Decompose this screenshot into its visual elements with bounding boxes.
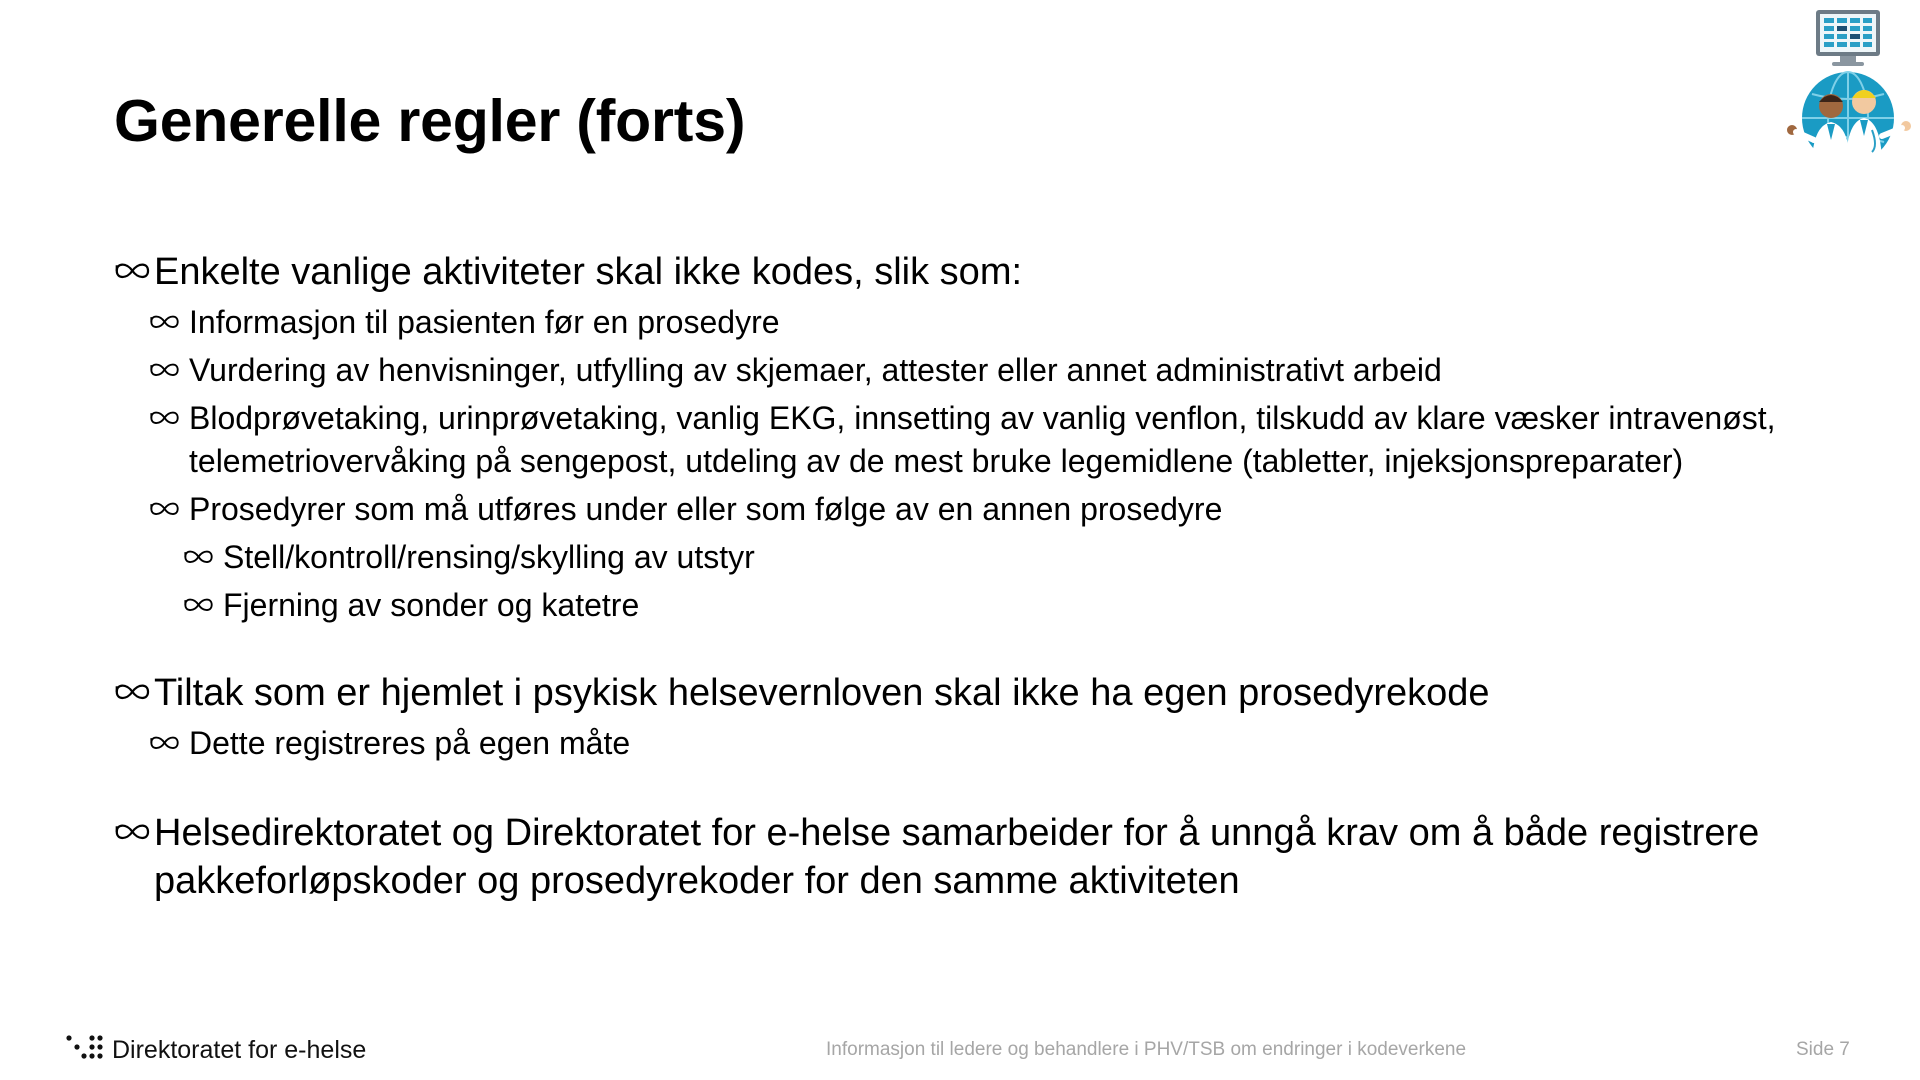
sub-bullet-item: [149, 397, 1814, 483]
doctors-globe-monitor-icon: [1778, 6, 1918, 170]
sub-bullet-item: [149, 488, 1814, 531]
slide-body: [114, 248, 1814, 905]
infinity-bullet-icon: [114, 819, 151, 845]
infinity-bullet-icon: [149, 407, 180, 429]
bullet-text: Enkelte vanlige aktiviteter skal ikke kodes, slik som:: [154, 251, 1023, 293]
slide-title: Generelle regler (forts): [114, 88, 746, 154]
sub-sub-bullet-text: Fjerning av sonder og katetre: [223, 587, 640, 623]
sub-bullet-text: Blodprøvetaking, urinprøvetaking, vanlig EKG, innsetting av vanlig venflon, tilskudd av klare væsker intravenøst, telemetriovervåking på sengepost, utdeling av de mest bruke legemidlene (tabletter, injeksjonspreparater): [189, 400, 1776, 479]
infinity-bullet-icon: [114, 679, 151, 705]
sub-bullet-text: Vurdering av henvisninger, utfylling av skjemaer, attester eller annet administrativt arbeid: [189, 352, 1442, 388]
infinity-bullet-icon: [149, 732, 180, 754]
organization-name: Direktoratet for e-helse: [112, 1036, 367, 1064]
infinity-bullet-icon: [183, 546, 214, 568]
infinity-bullet-icon: [183, 594, 214, 616]
sub-bullet-item: [149, 301, 1814, 344]
bullet-text: Tiltak som er hjemlet i psykisk helsevernloven skal ikke ha egen prosedyrekode: [154, 672, 1490, 714]
infinity-bullet-icon: [149, 359, 180, 381]
sub-bullet-item: [149, 722, 1814, 765]
sub-bullet-item: [149, 349, 1814, 392]
footer-description: Informasjon til ledere og behandlere i PHV/TSB om endringer i kodeverkene: [826, 1039, 1467, 1060]
sub-sub-bullet-item: [183, 584, 1814, 627]
dot-grid-logo-icon: [66, 1034, 104, 1067]
sub-sub-bullet-item: [183, 536, 1814, 579]
sub-bullet-text: Dette registreres på egen måte: [189, 725, 631, 761]
bullet-text: Helsedirektoratet og Direktoratet for e-helse samarbeider for å unngå krav om å både registrere pakkeforløpskoder og prosedyrekoder for den samme aktiviteten: [154, 812, 1760, 902]
infinity-bullet-icon: [149, 311, 180, 333]
infinity-bullet-icon: [149, 498, 180, 520]
bullet-item: [114, 669, 1814, 717]
infinity-bullet-icon: [114, 258, 151, 284]
sub-sub-bullet-text: Stell/kontroll/rensing/skylling av utstyr: [223, 539, 755, 575]
footer-logo: [66, 1034, 366, 1067]
bullet-item: [114, 248, 1814, 296]
sub-bullet-text: Informasjon til pasienten før en prosedyre: [189, 304, 780, 340]
bullet-item: [114, 809, 1814, 905]
page-number: Side 7: [1796, 1039, 1850, 1060]
sub-bullet-text: Prosedyrer som må utføres under eller som følge av en annen prosedyre: [189, 491, 1223, 527]
